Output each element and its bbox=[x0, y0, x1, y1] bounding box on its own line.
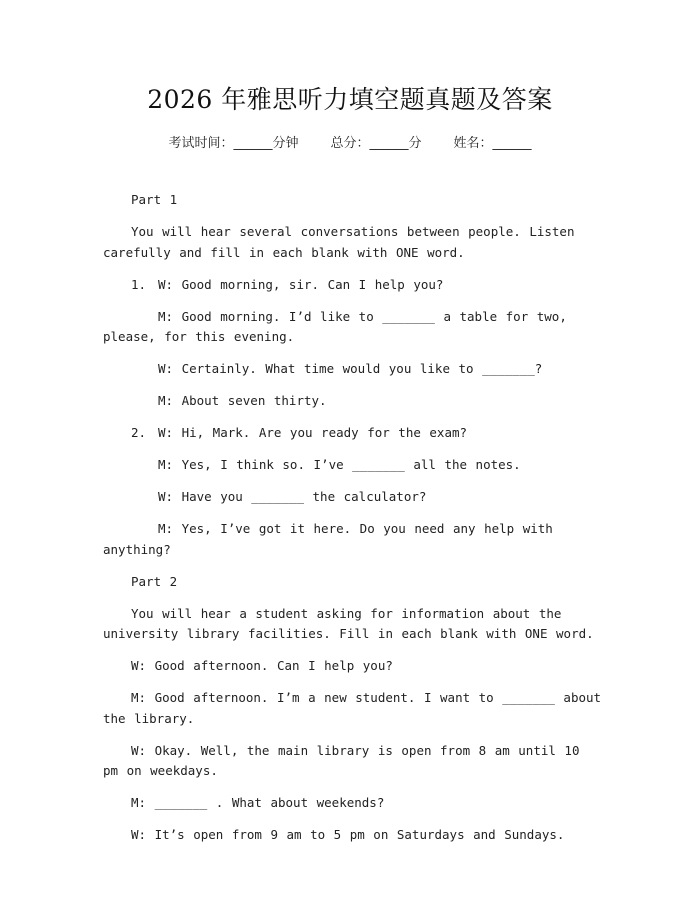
dialogue-line: M: _______ . What about weekends? bbox=[131, 795, 385, 810]
question-line: 1. W: Good morning, sir. Can I help you? bbox=[103, 275, 603, 296]
question-number: 2. bbox=[131, 425, 147, 440]
exam-time-field: 考试时间：______分钟 bbox=[168, 136, 299, 151]
dialogue-line: W: It’s open from 9 am to 5 pm on Saturdays and Sundays. bbox=[131, 827, 565, 842]
dialogue-line: M: Yes, I think so. I’ve _______ all the notes. bbox=[158, 457, 521, 472]
dialogue-line: M: Yes, I’ve got it here. Do you need any help with anything? bbox=[103, 521, 553, 557]
dialogue-line: M: Good morning. I’d like to _______ a table for two, please, for this evening. bbox=[103, 308, 567, 344]
dialogue-line: W: Have you _______ the calculator? bbox=[158, 489, 427, 504]
instruction-paragraph: You will hear several conversations between people. Listen carefully and fill in each blank with ONE word. bbox=[103, 224, 575, 260]
name-field: 姓名：______ bbox=[453, 136, 532, 151]
question-line: 2. W: Hi, Mark. Are you ready for the exam? bbox=[103, 423, 603, 444]
document-title: 2026 年雅思听力填空题真题及答案 bbox=[147, 85, 553, 114]
section-heading: Part 1 bbox=[131, 192, 178, 207]
question-number: 1. bbox=[131, 276, 147, 292]
dialogue-line: W: Certainly. What time would you like to _______? bbox=[158, 361, 543, 376]
document-body bbox=[103, 190, 603, 857]
dialogue-line: M: Good afternoon. I’m a new student. I want to _______ about the library. bbox=[103, 690, 602, 726]
total-score-field: 总分：______分 bbox=[330, 136, 422, 151]
exam-info-line bbox=[0, 132, 700, 151]
dialogue-line: W: Good afternoon. Can I help you? bbox=[131, 658, 393, 673]
dialogue-line: M: About seven thirty. bbox=[158, 393, 327, 408]
dialogue-line: W: Okay. Well, the main library is open from 8 am until 10 pm on weekdays. bbox=[103, 742, 580, 778]
section-heading: Part 2 bbox=[131, 573, 178, 589]
instruction-paragraph: You will hear a student asking for information about the university library facilities. Fill in each blank with ONE word. bbox=[103, 605, 594, 641]
